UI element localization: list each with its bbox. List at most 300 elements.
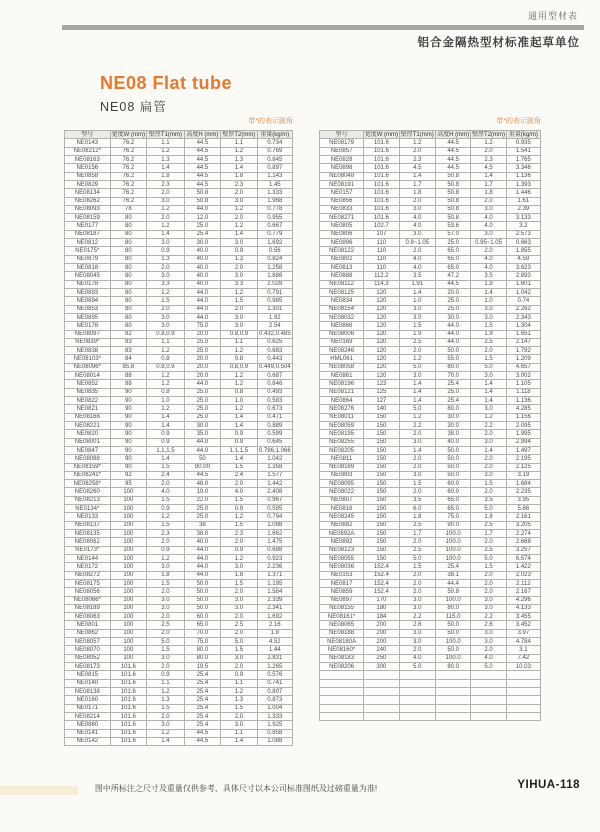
- table-row: [65, 579, 293, 587]
- table-cell: 100: [110, 505, 146, 513]
- table-cell: 44.0: [184, 313, 220, 321]
- table-cell: NE08189: [65, 604, 111, 612]
- table-cell: 1.2: [147, 147, 185, 155]
- table-cell: 2.235: [506, 488, 540, 496]
- table-cell: 1.5: [147, 463, 185, 471]
- table-row: [65, 646, 293, 654]
- empty-table-cell: [471, 679, 506, 687]
- table-cell: 44.5: [184, 139, 220, 147]
- table-cell: NE0821: [65, 405, 111, 413]
- table-cell: 100: [110, 571, 146, 579]
- table-cell: 2.5: [221, 621, 257, 629]
- table-cell: 4.5: [471, 164, 506, 172]
- table-cell: 80: [110, 222, 146, 230]
- table-cell: 44.5: [184, 737, 220, 745]
- table-cell: 2.6: [471, 621, 506, 629]
- table-cell: 0.9: [221, 247, 257, 255]
- table-cell: 1.692: [257, 613, 292, 621]
- table-cell: 25.4: [436, 563, 471, 571]
- table-cell: 3.205: [506, 521, 540, 529]
- table-cell: 44.5: [184, 471, 220, 479]
- table-cell: 5.0: [399, 363, 435, 371]
- table-cell: 53.6: [436, 222, 471, 230]
- table-cell: 2.274: [506, 530, 540, 538]
- table-row: [65, 596, 293, 604]
- table-cell: 101.6: [364, 197, 399, 205]
- table-row: [320, 313, 541, 321]
- table-row: [65, 230, 293, 238]
- table-cell: 1.358: [257, 463, 292, 471]
- table-row: [65, 313, 293, 321]
- table-cell: 2.0: [147, 264, 185, 272]
- table-cell: 44.0: [436, 330, 471, 338]
- table-cell: 1.304: [506, 322, 540, 330]
- table-cell: 25.0: [436, 305, 471, 313]
- table-cell: 0.667: [257, 222, 292, 230]
- table-cell: 2.0: [399, 488, 435, 496]
- table-cell: 3.623: [506, 264, 540, 272]
- table-cell: 25.4: [184, 687, 220, 695]
- table-cell: 2.0: [147, 538, 185, 546]
- table-cell: NE08070: [65, 646, 111, 654]
- empty-table-row: [320, 712, 541, 720]
- table-cell: 101.6: [364, 172, 399, 180]
- table-cell: 3.95: [506, 496, 540, 504]
- table-cell: 80: [110, 297, 146, 305]
- table-cell: 65.0: [436, 505, 471, 513]
- table-cell: NE0171: [65, 704, 111, 712]
- table-cell: NE08122: [320, 247, 364, 255]
- table-cell: NE0143: [65, 139, 111, 147]
- table-cell: 1.5: [471, 480, 506, 488]
- table-cell: NE08058: [320, 363, 364, 371]
- table-cell: 100: [110, 521, 146, 529]
- table-cell: 120: [364, 313, 399, 321]
- empty-table-cell: [471, 712, 506, 720]
- table-cell: 1.5: [399, 480, 435, 488]
- table-cell: 70.0: [436, 372, 471, 380]
- table-cell: NE08014: [65, 372, 111, 380]
- table-cell: 80: [110, 230, 146, 238]
- table-cell: 1.7: [399, 530, 435, 538]
- table-cell: NE0803: [320, 471, 364, 479]
- table-cell: 1.301: [257, 305, 292, 313]
- table-cell: 60.0: [436, 488, 471, 496]
- table-cell: 30.0: [436, 421, 471, 429]
- table-cell: 2.236: [257, 563, 292, 571]
- table-cell: 2.262: [506, 305, 540, 313]
- table-cell: 0.595: [257, 505, 292, 513]
- table-cell: 1.1,1.5: [221, 446, 257, 454]
- table-cell: 1.042: [257, 455, 292, 463]
- table-cell: 1.968: [257, 197, 292, 205]
- empty-table-cell: [320, 696, 364, 704]
- table-cell: 2.0: [221, 629, 257, 637]
- table-cell: 1.45: [257, 180, 292, 188]
- table-cell: 1.7: [471, 180, 506, 188]
- table-cell: NE0892A: [320, 530, 364, 538]
- table-cell: 3.0: [399, 629, 435, 637]
- table-cell: 1.2: [147, 554, 185, 562]
- table-cell: 2.994: [506, 438, 540, 446]
- table-cell: 1.5: [399, 322, 435, 330]
- table-cell: 4.0: [399, 654, 435, 662]
- table-cell: 1.3: [221, 255, 257, 263]
- table-cell: 1.8: [257, 629, 292, 637]
- table-cell: 50.0: [436, 646, 471, 654]
- table-cell: 2.0: [471, 247, 506, 255]
- table-cell: 1.4: [221, 413, 257, 421]
- table-cell: 40.0: [184, 264, 220, 272]
- table-cell: 2.0: [221, 214, 257, 222]
- table-cell: NE0894: [65, 297, 111, 305]
- table-cell: 2.0: [471, 455, 506, 463]
- table-cell: 1.2: [147, 372, 185, 380]
- table-cell: 2.343: [506, 313, 540, 321]
- table-cell: NE0141: [65, 729, 111, 737]
- table-cell: 1.4: [147, 455, 185, 463]
- table-cell: 2.4: [221, 471, 257, 479]
- table-cell: 150: [364, 538, 399, 546]
- table-cell: 1.136: [506, 397, 540, 405]
- empty-table-cell: [506, 704, 540, 712]
- table-cell: NE0893: [65, 288, 111, 296]
- table-cell: NE0805: [320, 222, 364, 230]
- table-cell: 50.8: [436, 180, 471, 188]
- table-cell: NE0860: [65, 721, 111, 729]
- table-cell: 60.0: [436, 363, 471, 371]
- table-cell: NE0853: [65, 305, 111, 313]
- table-cell: 0.9: [147, 546, 185, 554]
- table-cell: 1.4: [147, 413, 185, 421]
- table-cell: NE0861: [320, 372, 364, 380]
- table-cell: 90: [110, 397, 146, 405]
- table-cell: 1.2: [221, 372, 257, 380]
- table-cell: 1.8: [471, 189, 506, 197]
- table-cell: 4.0: [399, 214, 435, 222]
- table-cell: 2.339: [257, 596, 292, 604]
- table-row: [320, 446, 541, 454]
- table-cell: 1.2: [471, 139, 506, 147]
- table-cell: 1.1: [221, 338, 257, 346]
- table-cell: 1.2: [221, 405, 257, 413]
- table-cell: 127: [364, 397, 399, 405]
- table-row: [320, 255, 541, 263]
- table-cell: 1.2: [147, 405, 185, 413]
- table-cell: 3.0: [471, 471, 506, 479]
- table-cell: 1.4: [399, 172, 435, 180]
- table-cell: 1.209: [506, 355, 540, 363]
- table-cell: 3.0: [147, 721, 185, 729]
- table-row: [320, 530, 541, 538]
- table-cell: 44.0: [184, 446, 220, 454]
- table-cell: 2.0: [399, 579, 435, 587]
- table-cell: 2.5: [471, 546, 506, 554]
- table-cell: 0.824: [257, 255, 292, 263]
- table-cell: 110: [364, 264, 399, 272]
- column-header: 重量(kg/m): [257, 131, 292, 139]
- table-cell: NE0888: [320, 272, 364, 280]
- table-cell: 1.442: [257, 480, 292, 488]
- table-cell: 101.6: [110, 704, 146, 712]
- table-cell: NE08206: [320, 663, 364, 671]
- table-cell: 2.0: [221, 712, 257, 720]
- table-cell: NE08245: [320, 513, 364, 521]
- column-header: 型号: [65, 131, 111, 139]
- table-cell: 240: [364, 646, 399, 654]
- table-cell: 78: [110, 205, 146, 213]
- table-row: [65, 297, 293, 305]
- table-cell: 0.9: [221, 505, 257, 513]
- table-cell: 2.0: [399, 430, 435, 438]
- table-cell: NE0866: [320, 322, 364, 330]
- table-row: [65, 255, 293, 263]
- table-cell: 0.95~1.05: [471, 239, 506, 247]
- empty-table-cell: [399, 687, 435, 695]
- table-cell: 44.0: [436, 338, 471, 346]
- table-cell: 65.0: [184, 621, 220, 629]
- table-cell: NE08195: [320, 430, 364, 438]
- empty-table-cell: [320, 687, 364, 695]
- column-header: 壁厚T2(mm): [472, 131, 506, 138]
- table-cell: 50.0: [436, 629, 471, 637]
- table-cell: 2.0: [147, 305, 185, 313]
- table-cell: NE08134: [65, 189, 111, 197]
- table-cell: 44.5: [184, 180, 220, 188]
- table-cell: NE08011: [320, 413, 364, 421]
- table-cell: 90: [110, 438, 146, 446]
- table-cell: 100.0: [436, 596, 471, 604]
- table-row: [65, 488, 293, 496]
- table-cell: 125: [364, 388, 399, 396]
- table-cell: 3.0: [399, 205, 435, 213]
- table-cell: 100: [110, 621, 146, 629]
- table-cell: 2.0: [147, 629, 185, 637]
- table-cell: 1.475: [257, 538, 292, 546]
- table-row: [65, 239, 293, 247]
- table-cell: 0.8: [221, 388, 257, 396]
- table-cell: 88: [110, 372, 146, 380]
- table-row: [320, 288, 541, 296]
- table-cell: NE08258*: [65, 480, 111, 488]
- table-cell: 0.873: [257, 696, 292, 704]
- table-cell: 3.0: [399, 438, 435, 446]
- table-cell: 12.0: [184, 214, 220, 222]
- table-cell: 44.0: [184, 380, 220, 388]
- table-cell: 0.9: [147, 430, 185, 438]
- table-cell: 90: [110, 388, 146, 396]
- table-cell: 1.5: [147, 521, 185, 529]
- table-row: [65, 438, 293, 446]
- table-cell: 82: [110, 330, 146, 338]
- table-row: [65, 604, 293, 612]
- table-cell: 65.0: [436, 496, 471, 504]
- table-row: [320, 413, 541, 421]
- table-cell: 3.257: [506, 546, 540, 554]
- table-cell: 1.5: [221, 646, 257, 654]
- table-cell: 1.5: [471, 563, 506, 571]
- table-cell: NE0806: [320, 230, 364, 238]
- table-cell: 0.74: [506, 297, 540, 305]
- table-cell: 100: [110, 546, 146, 554]
- table-cell: NE08022: [320, 488, 364, 496]
- table-cell: 1.4: [399, 446, 435, 454]
- table-cell: 1.601: [506, 280, 540, 288]
- table-cell: 3.0: [221, 313, 257, 321]
- table-row: [65, 247, 293, 255]
- table-cell: NE0892: [320, 538, 364, 546]
- table-cell: 65.0: [436, 255, 471, 263]
- table-cell: 1.4: [147, 230, 185, 238]
- table-cell: 1.8: [221, 571, 257, 579]
- table-cell: 3.0: [221, 563, 257, 571]
- table-cell: 44.0: [184, 438, 220, 446]
- table-row: [65, 687, 293, 695]
- table-cell: 65.0: [436, 247, 471, 255]
- table-cell: 114.3: [364, 280, 399, 288]
- table-row: [320, 496, 541, 504]
- table-cell: NE0864: [320, 397, 364, 405]
- table-cell: 80: [110, 247, 146, 255]
- table-cell: 55.0: [436, 355, 471, 363]
- table-cell: 25.4: [184, 712, 220, 720]
- table-cell: 3.0: [221, 322, 257, 330]
- table-cell: 4.784: [506, 638, 540, 646]
- table-cell: 101.6: [110, 737, 146, 745]
- table-cell: NE08183: [320, 654, 364, 662]
- table-cell: 25.4: [436, 397, 471, 405]
- table-cell: 2.0: [399, 347, 435, 355]
- table-cell: 1.2: [399, 413, 435, 421]
- table-cell: 2.3: [399, 155, 435, 163]
- table-cell: 150: [364, 554, 399, 562]
- table-cell: 3.0: [147, 604, 185, 612]
- table-cell: 1.4: [399, 380, 435, 388]
- empty-table-cell: [399, 696, 435, 704]
- table-cell: 6.0: [399, 505, 435, 513]
- section-title-english: NE08 Flat tube: [100, 73, 233, 93]
- table-cell: 3.0: [399, 638, 435, 646]
- table-cell: 1.651: [506, 330, 540, 338]
- table-cell: 50.8: [436, 205, 471, 213]
- table-cell: 1.5: [471, 322, 506, 330]
- table-row: [65, 363, 293, 371]
- table-cell: NE0857: [320, 147, 364, 155]
- table-row: [320, 280, 541, 288]
- table-cell: NE0820: [65, 430, 111, 438]
- table-cell: 5.0: [399, 663, 435, 671]
- table-row: [320, 347, 541, 355]
- table-row: [65, 197, 293, 205]
- table-cell: 1.5: [147, 496, 185, 504]
- table-cell: NE08159: [65, 214, 111, 222]
- table-cell: 30.0: [184, 239, 220, 247]
- table-cell: 1.0: [147, 397, 185, 405]
- table-cell: 3.0: [399, 230, 435, 238]
- table-header-row: [65, 131, 293, 139]
- table-cell: 1.4: [221, 164, 257, 172]
- table-cell: 25.4: [184, 721, 220, 729]
- table-cell: NE08001: [65, 438, 111, 446]
- table-cell: NE0896: [320, 239, 364, 247]
- table-cell: NE0839*: [65, 338, 111, 346]
- table-cell: 3.0: [147, 313, 185, 321]
- table-cell: 76.2: [110, 147, 146, 155]
- table-cell: 1.8: [147, 571, 185, 579]
- table-cell: 1.9: [471, 330, 506, 338]
- table-cell: 3.0: [399, 372, 435, 380]
- table-row: [65, 155, 293, 163]
- table-cell: NE08196: [320, 380, 364, 388]
- table-cell: 48.0: [184, 480, 220, 488]
- table-cell: 1.8: [399, 189, 435, 197]
- table-cell: 0.8,0.9: [147, 363, 185, 371]
- table-row: [320, 513, 541, 521]
- table-cell: 101.6: [364, 180, 399, 188]
- table-cell: 20.0: [184, 372, 220, 380]
- table-cell: NE08161*: [320, 613, 364, 621]
- table-cell: 3.0: [221, 272, 257, 280]
- table-cell: NE0833: [320, 205, 364, 213]
- table-cell: 2.112: [506, 579, 540, 587]
- empty-table-cell: [506, 671, 540, 679]
- table-cell: 0.9: [147, 671, 185, 679]
- table-row: [320, 505, 541, 513]
- table-cell: 0.645: [257, 438, 292, 446]
- table-row: [320, 197, 541, 205]
- table-cell: 2.167: [506, 588, 540, 596]
- table-cell: 2.0: [221, 189, 257, 197]
- empty-table-cell: [364, 679, 399, 687]
- table-cell: 101.6: [110, 687, 146, 695]
- table-row: [320, 330, 541, 338]
- table-cell: 1.4: [399, 388, 435, 396]
- table-cell: 44.5: [184, 164, 220, 172]
- table-cell: 0.8~1.05: [399, 239, 435, 247]
- table-cell: 1.4: [399, 288, 435, 296]
- table-cell: 40.0: [184, 272, 220, 280]
- column-header: 宽度W (mm): [364, 131, 399, 138]
- table-cell: 102.7: [364, 222, 399, 230]
- table-cell: 2.0: [221, 538, 257, 546]
- table-cell: 1.333: [257, 189, 292, 197]
- table-cell: 101.6: [110, 712, 146, 720]
- table-cell: NE0140: [65, 679, 111, 687]
- table-row: [320, 322, 541, 330]
- table-cell: 1.156: [506, 413, 540, 421]
- empty-table-row: [320, 696, 541, 704]
- table-cell: 100.0: [436, 638, 471, 646]
- table-cell: 0.741: [257, 679, 292, 687]
- table-cell: NE08159*: [65, 463, 111, 471]
- table-cell: 3.5: [399, 496, 435, 504]
- table-row: [65, 712, 293, 720]
- table-cell: 0.791: [257, 288, 292, 296]
- table-cell: NE0173*: [65, 546, 111, 554]
- table-cell: 2.573: [506, 230, 540, 238]
- table-cell: 3.0: [147, 197, 185, 205]
- table-cell: 101.6: [110, 721, 146, 729]
- table-cell: 76.2: [110, 197, 146, 205]
- table-cell: 1.1: [147, 139, 185, 147]
- table-cell: 50.0: [436, 446, 471, 454]
- table-cell: 3.0: [221, 654, 257, 662]
- table-row: [320, 180, 541, 188]
- table-cell: 2.0: [147, 214, 185, 222]
- table-cell: 4.0: [471, 654, 506, 662]
- table-row: [65, 380, 293, 388]
- table-cell: NE08262: [65, 197, 111, 205]
